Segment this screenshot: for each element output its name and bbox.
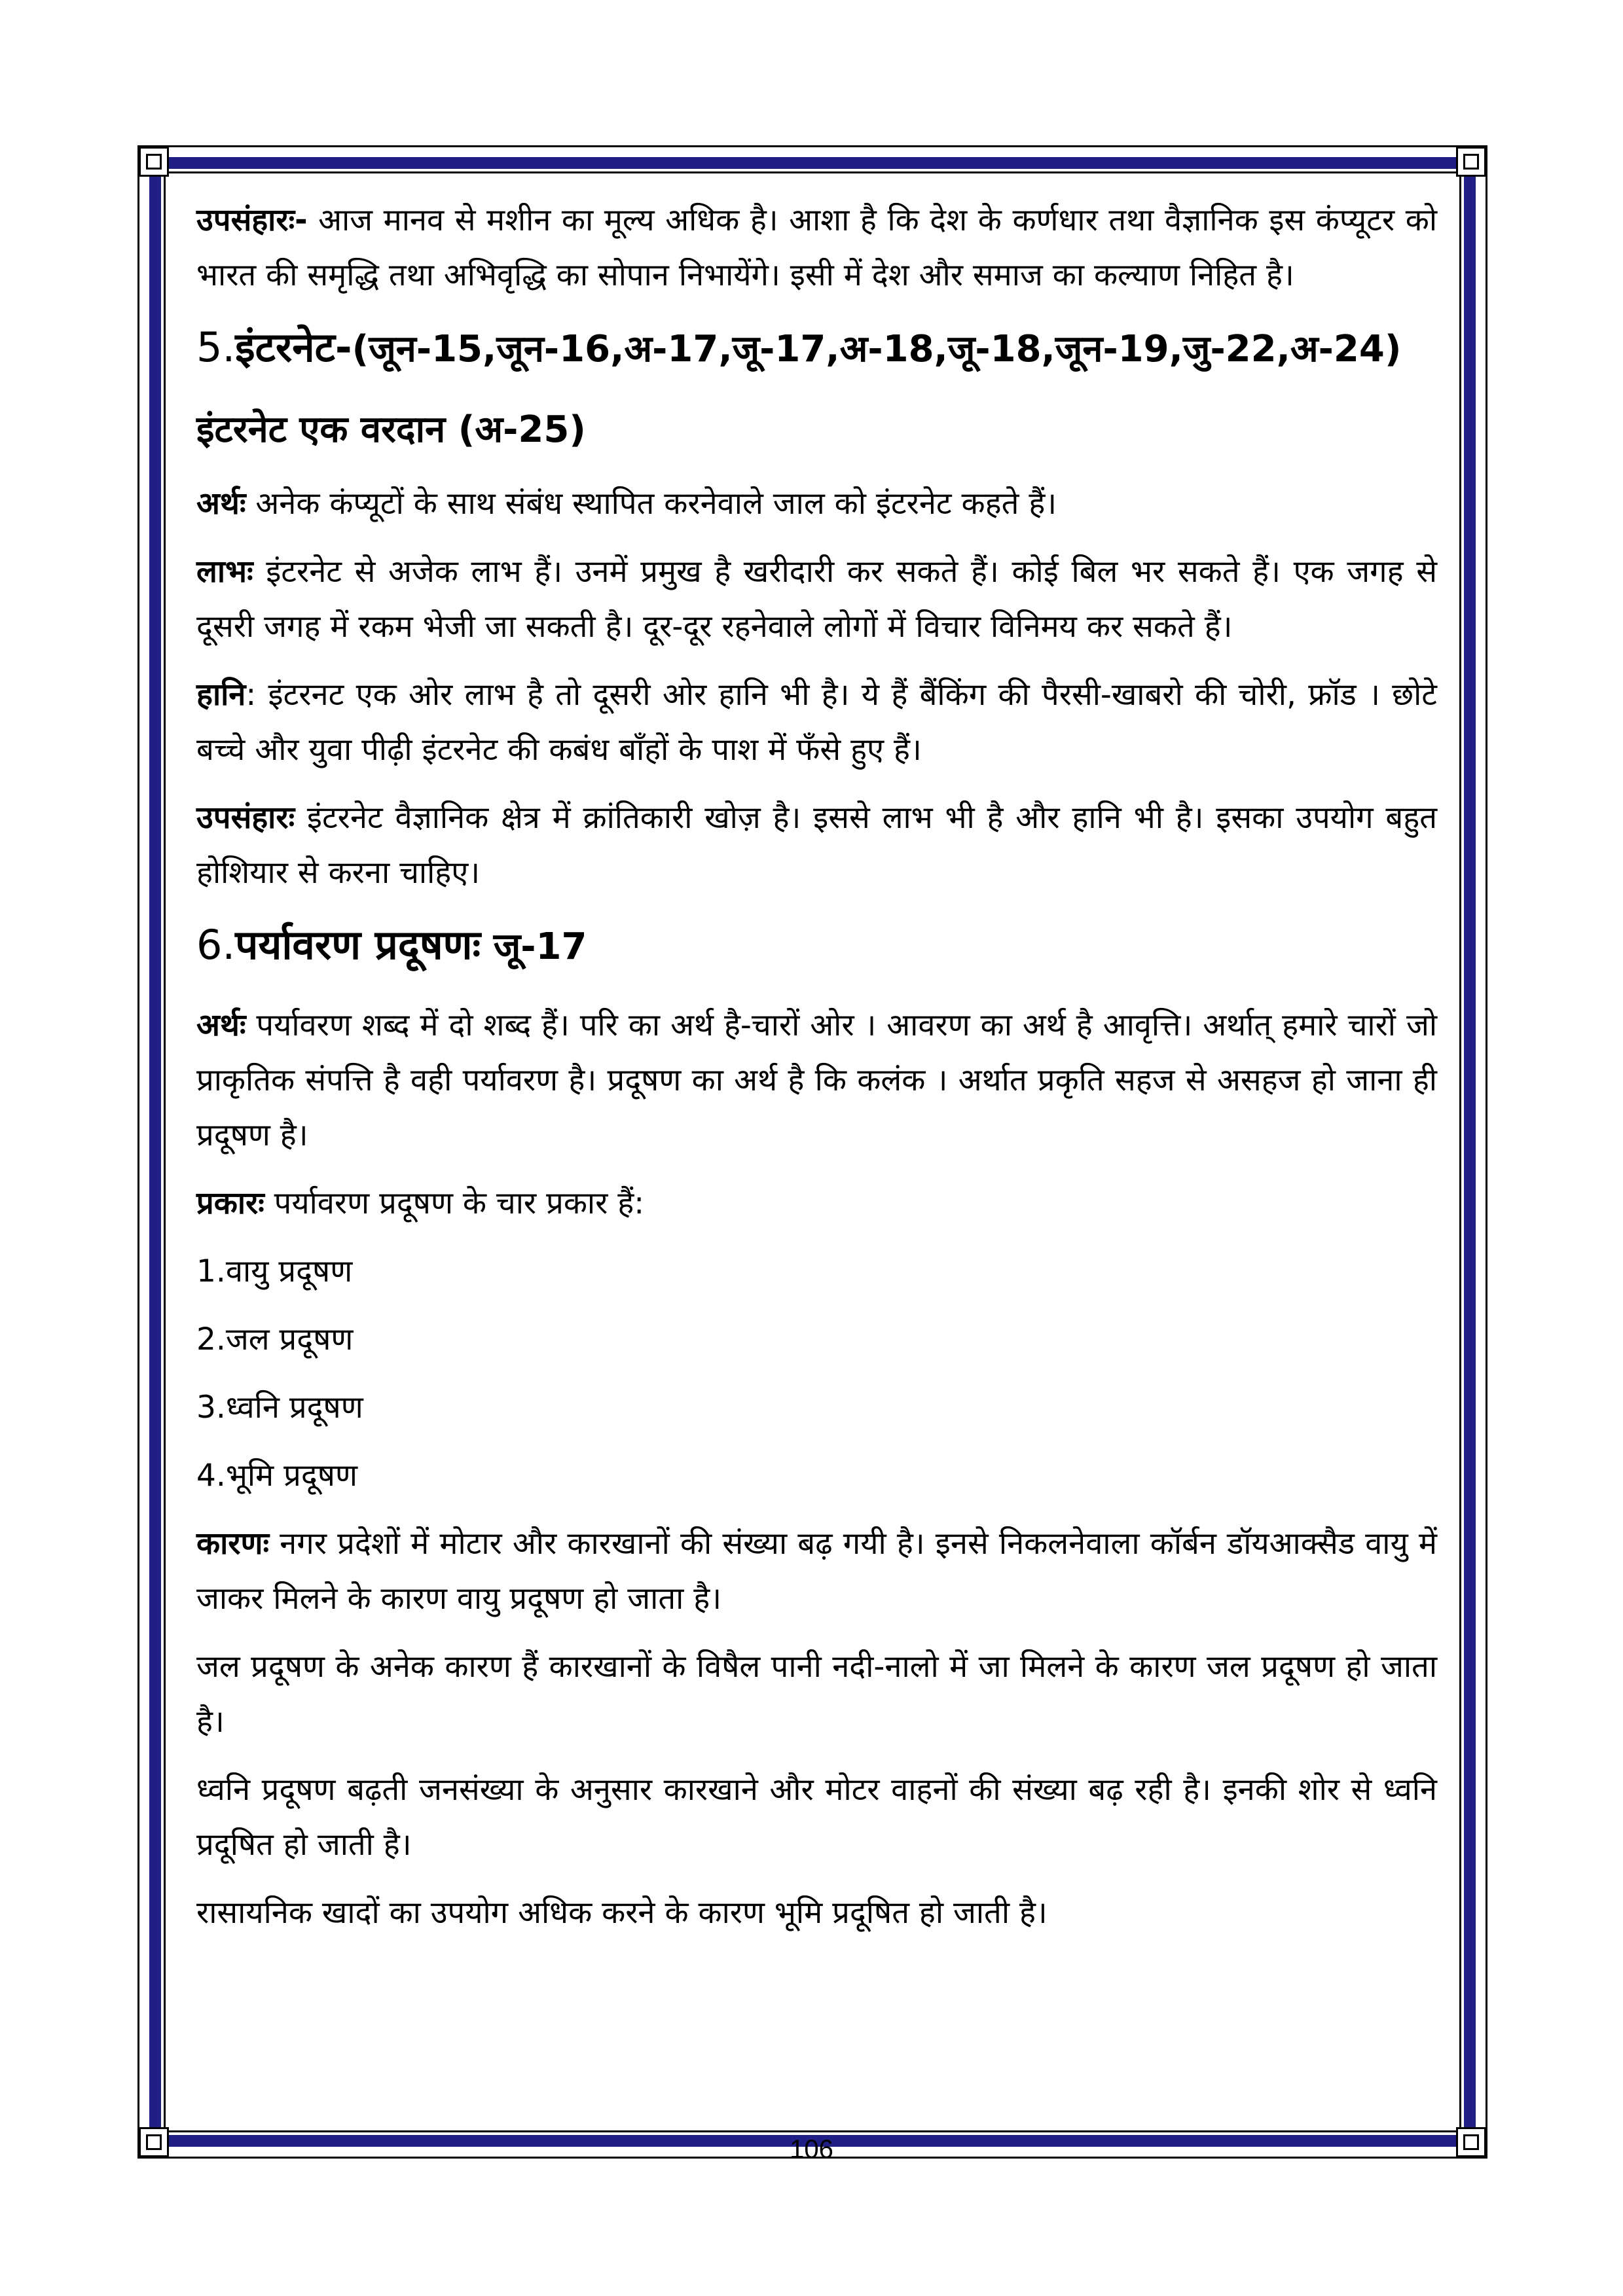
page-content xyxy=(196,193,1437,1954)
water-pollution-paragraph: जल प्रदूषण के अनेक कारण हैं कारखानों के विषैल पानी नदी-नालो में जा मिलने के कारण जल प्रदूषण हो जाता है। xyxy=(196,1649,1437,1740)
paragraph-text: अनेक कंप्यूटों के साथ संबंध स्थापित करनेवाले जाल को इंटरनेट कहते हैं। xyxy=(246,486,1057,522)
section-dates: जू-17 xyxy=(493,925,587,968)
meaning-paragraph xyxy=(196,476,1437,531)
section-number: 5. xyxy=(196,323,236,371)
paragraph-text: आज मानव से मशीन का मूल्य अधिक है। आशा है कि देश के कर्णधार तथा वैज्ञानिक इस कंप्यूटर को भारत की समृद्धि तथा अभिवृद्धि का सोपान निभायेंगे। इसी में देश और समाज का कल्याण निहित है। xyxy=(196,202,1437,293)
border-corner-ornament xyxy=(1456,147,1486,177)
list-item: 1.वायु प्रदूषण xyxy=(196,1253,353,1289)
causes-paragraph xyxy=(196,1516,1437,1626)
paragraph-text: पर्यावरण शब्द में दो शब्द हैं। परि का अर्थ है-चारों ओर । आवरण का अर्थ है आवृत्ति। अर्थात् हमारे चारों जो प्राकृतिक संपत्ति है वही पर्यावरण है। प्रदूषण का अर्थ है कि कलंक । अर्थात प्रकृति सहज से असहज हो जाना ही प्रदूषण है। xyxy=(196,1007,1437,1153)
list-item: 4.भूमि प्रदूषण xyxy=(196,1458,357,1494)
paragraph-lead: उपसंहारः- xyxy=(196,202,308,238)
benefits-paragraph xyxy=(196,545,1437,655)
pollution-types-paragraph xyxy=(196,1176,1437,1231)
paragraph-lead: हानि xyxy=(196,677,246,713)
list-item: 2.जल प्रदूषण xyxy=(196,1321,354,1357)
paragraph-lead: प्रकारः xyxy=(196,1185,264,1221)
section-heading-internet xyxy=(196,316,1437,381)
section-number: 6. xyxy=(196,921,236,969)
paragraph-lead: कारणः xyxy=(196,1526,269,1562)
noise-pollution-paragraph: ध्वनि प्रदूषण बढ़ती जनसंख्या के अनुसार कारखाने और मोटर वाहनों की संख्या बढ़ रही है। इनकी शोर से ध्वनि प्रदूषित हो जाती है। xyxy=(196,1772,1437,1863)
section-title: इंटरनेट- xyxy=(235,323,352,371)
soil-pollution-paragraph: रासायनिक खादों का उपयोग अधिक करने के कारण भूमि प्रदूषित हो जाती है। xyxy=(196,1895,1048,1931)
paragraph-lead: उपसंहारः xyxy=(196,800,295,836)
section-heading-pollution xyxy=(196,914,1437,978)
section-title: पर्यावरण प्रदूषणः xyxy=(235,921,481,969)
internet-conclusion-paragraph xyxy=(196,791,1437,901)
paragraph-text: पर्यावरण प्रदूषण के चार प्रकार हैं: xyxy=(264,1185,645,1221)
paragraph-text: नगर प्रदेशों में मोटार और कारखानों की संख्या बढ़ गयी है। इनसे निकलनेवाला कॉर्बन डॉयआक्सैड वायु में जाकर मिलने के कारण वायु प्रदूषण हो जाता है। xyxy=(196,1526,1437,1617)
subheading-internet-boon: इंटरनेट एक वरदान (अ-25) xyxy=(196,408,586,451)
border-corner-ornament xyxy=(139,147,169,177)
list-item: 3.ध्वनि प्रदूषण xyxy=(196,1390,363,1426)
paragraph-text: इंटरनेट वैज्ञानिक क्षेत्र में क्रांतिकारी खोज़ है। इससे लाभ भी है और हानि भी है। इसका उपयोग बहुत होशियार से करना चाहिए। xyxy=(196,800,1437,891)
paragraph-lead: लाभः xyxy=(196,554,253,590)
conclusion-paragraph xyxy=(196,193,1437,303)
harms-paragraph xyxy=(196,668,1437,778)
pollution-meaning-paragraph xyxy=(196,998,1437,1163)
paragraph-text: : इंटरनट एक ओर लाभ है तो दूसरी ओर हानि भी है। ये हैं बैंकिंग की पैरसी-खाबरो की चोरी, फ्रॉड । छोटे बच्चे और युवा पीढ़ी इंटरनेट की कबंध बाँहों के पाश में फँसे हुए हैं। xyxy=(196,677,1437,768)
paragraph-lead: अर्थः xyxy=(196,486,246,522)
paragraph-lead: अर्थः xyxy=(196,1007,246,1043)
section-dates: (जून-15,जून-16,अ-17,जू-17,अ-18,जू-18,जून-19,जु-22,अ-24) xyxy=(352,328,1402,370)
page-number: 106 xyxy=(790,2135,833,2164)
paragraph-text: इंटरनेट से अजेक लाभ हैं। उनमें प्रमुख है खरीदारी कर सकते हैं। कोई बिल भर सकते हैं। एक जगह से दूसरी जगह में रकम भेजी जा सकती है। दूर-दूर रहनेवाले लोगों में विचार विनिमय कर सकते हैं। xyxy=(196,554,1437,645)
